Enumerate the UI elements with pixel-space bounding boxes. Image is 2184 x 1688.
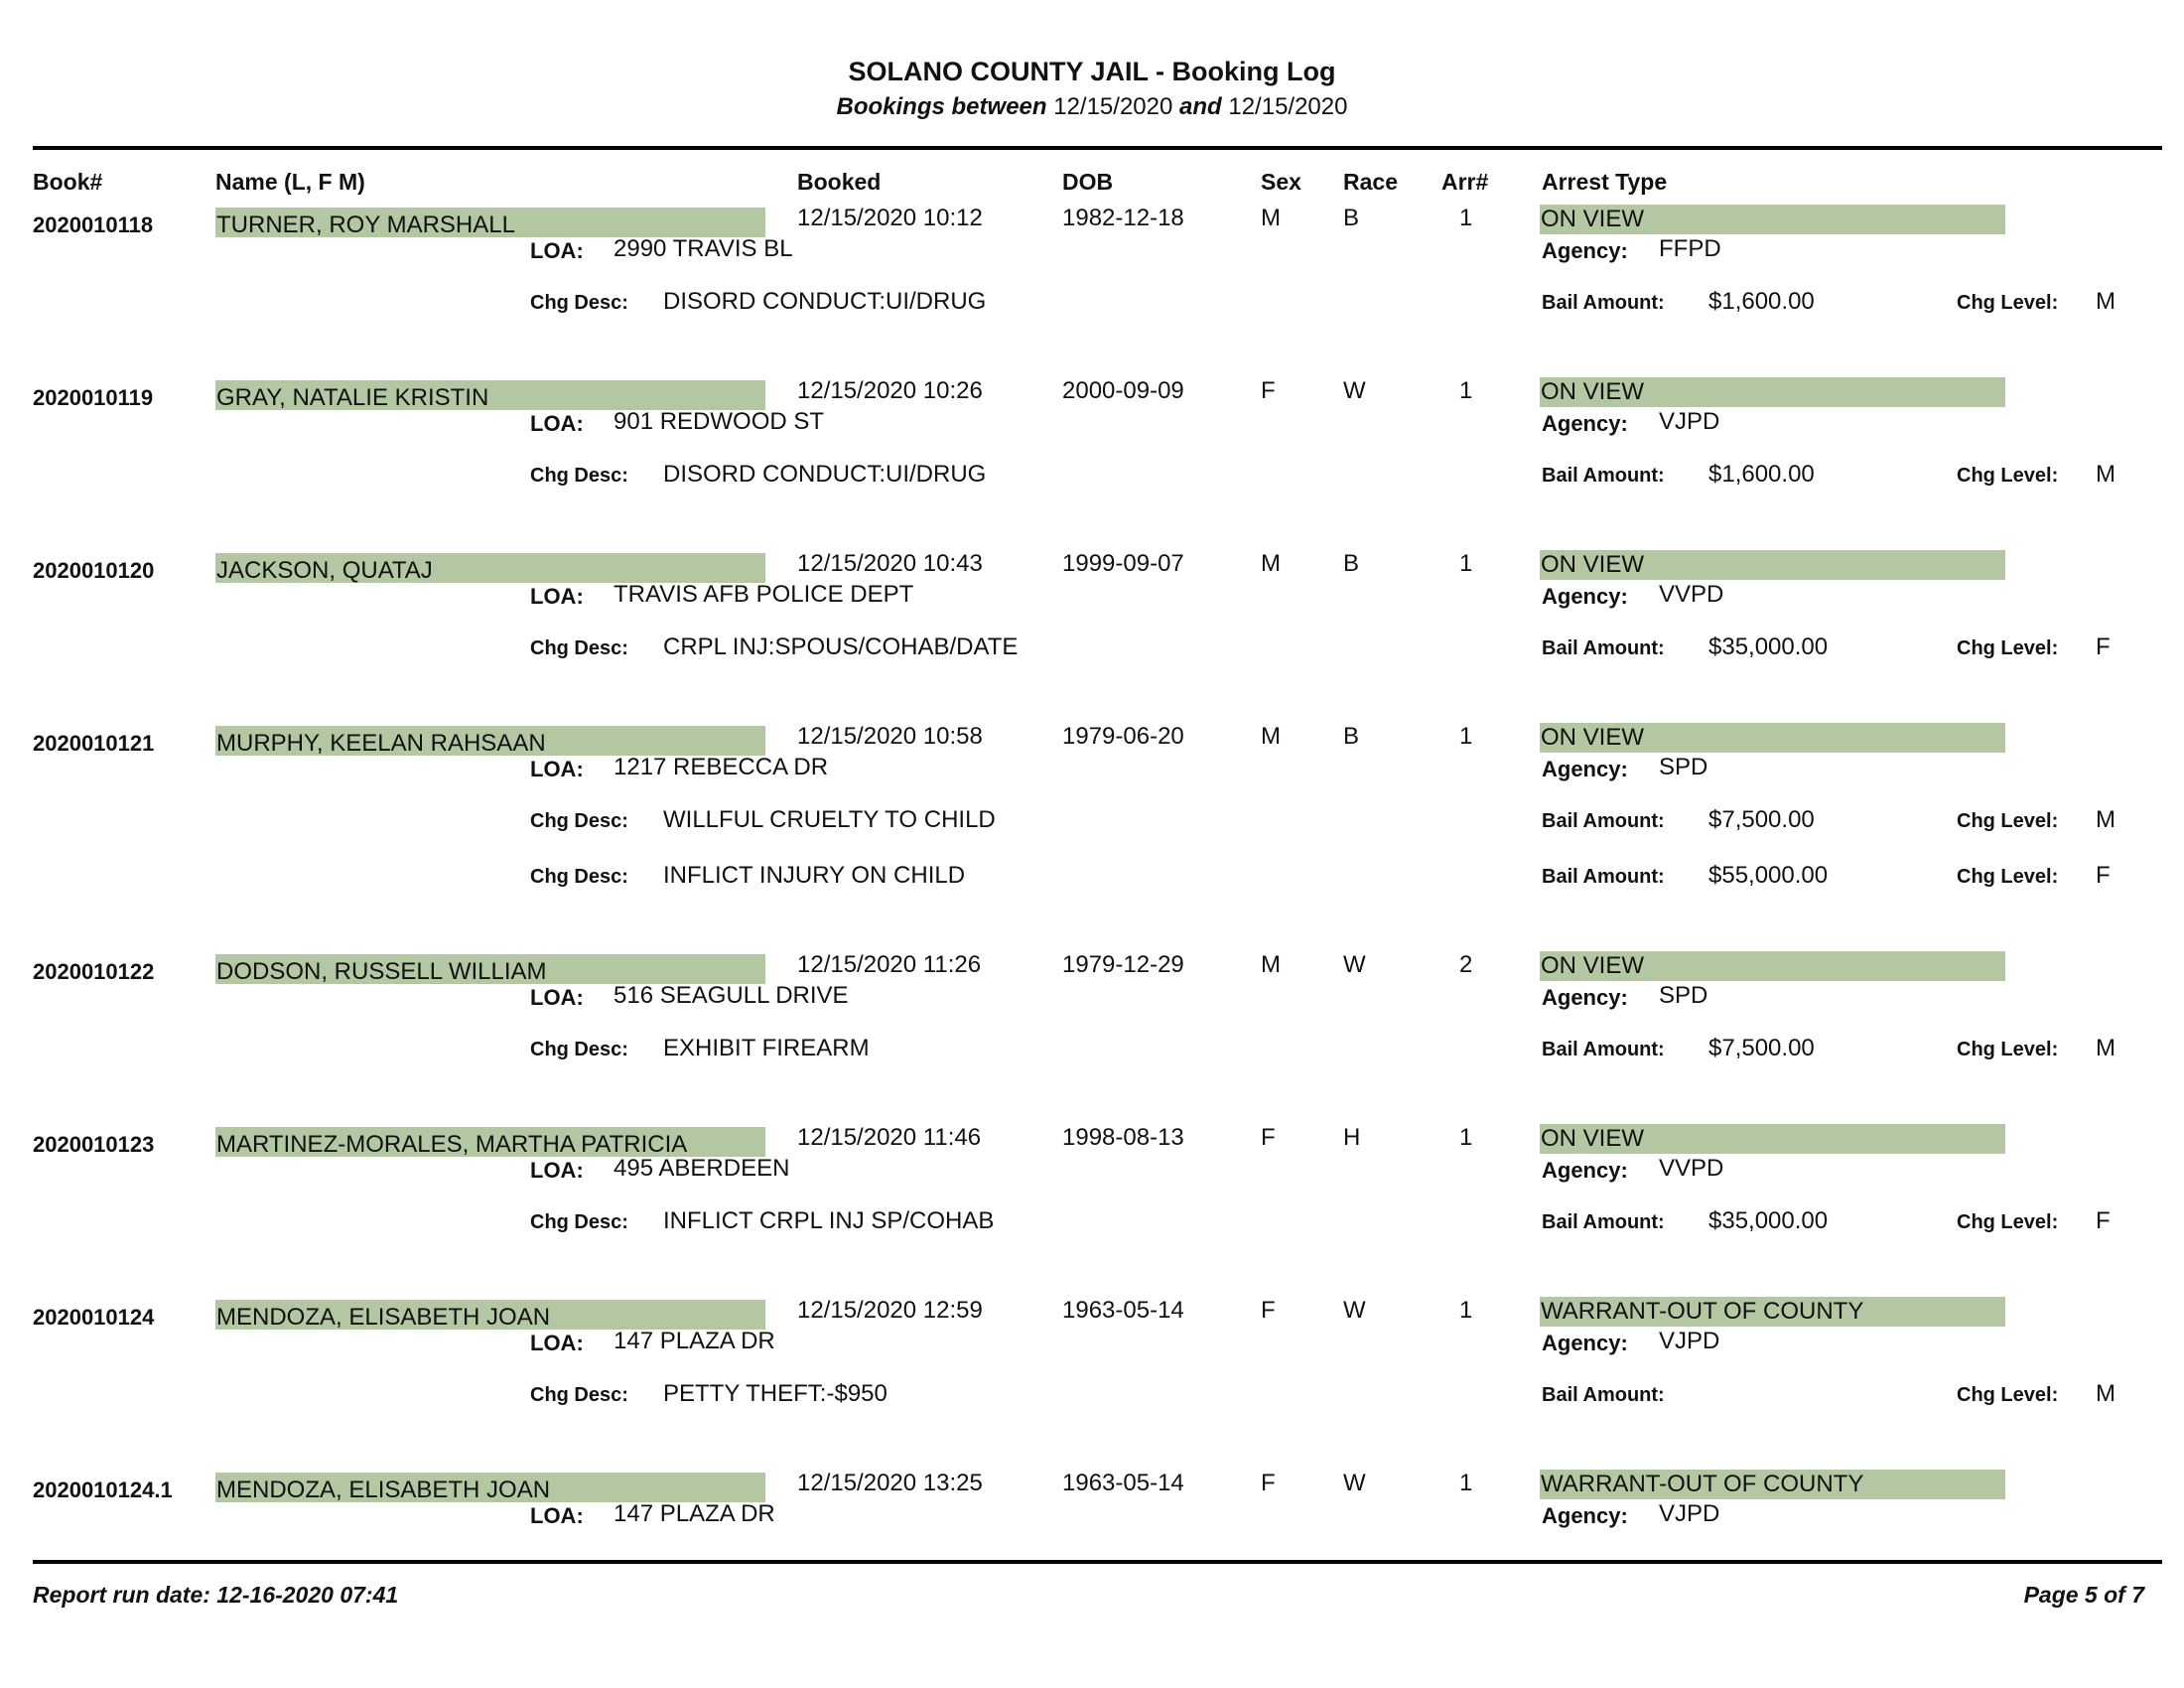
arrest-type: ON VIEW [1540,205,2005,234]
arrest-type: WARRANT-OUT OF COUNTY [1540,1297,2005,1327]
chg-level-value: M [2096,461,2116,488]
chg-desc-label: Chg Desc: [530,810,628,832]
report-title: SOLANO COUNTY JAIL - Booking Log [848,57,1336,86]
chg-level-label: Chg Level: [1957,1039,2059,1060]
chg-level-value: F [2096,633,2111,660]
bail-amount-value: $35,000.00 [1708,1207,1829,1234]
booked-datetime: 12/15/2020 11:46 [797,1124,982,1151]
col-header-name: Name (L, F M) [215,169,365,195]
race: W [1343,1297,1366,1324]
bail-amount-label: Bail Amount: [1542,637,1665,659]
arrest-number: 1 [1459,550,1473,577]
loa-value: 147 PLAZA DR [614,1500,775,1527]
sex: M [1261,723,1281,750]
chg-level-label: Chg Level: [1957,810,2059,832]
book-number: 2020010122 [33,959,155,984]
col-header-book: Book# [33,169,103,195]
col-header-arrest-type: Arrest Type [1542,169,1668,195]
agency-value: VJPD [1659,1500,1720,1527]
col-header-arr: Arr# [1441,169,1489,195]
chg-desc-value: CRPL INJ:SPOUS/COHAB/DATE [663,633,1019,660]
chg-desc-label: Chg Desc: [530,465,628,487]
bail-amount-value: $1,600.00 [1708,461,1815,488]
chg-level-value: F [2096,1207,2111,1234]
arrest-number: 1 [1459,1124,1473,1151]
arrest-type: ON VIEW [1540,723,2005,753]
chg-level-value: F [2096,862,2111,889]
report-subtitle [0,93,2184,121]
sex: F [1261,1297,1276,1324]
chg-desc-value: DISORD CONDUCT:UI/DRUG [663,288,987,315]
chg-desc-label: Chg Desc: [530,292,628,314]
chg-level-value: M [2096,1380,2116,1407]
loa-value: 147 PLAZA DR [614,1328,775,1354]
chg-level-label: Chg Level: [1957,637,2059,659]
page-number: Page 5 of 7 [2023,1582,2144,1608]
agency-value: VJPD [1659,408,1720,435]
book-number: 2020010120 [33,558,155,583]
footer-rule [33,1560,2162,1564]
agency-value: SPD [1659,754,1708,780]
chg-level-value: M [2096,806,2116,833]
booked-datetime: 12/15/2020 10:58 [797,723,983,750]
race: H [1343,1124,1361,1151]
loa-value: TRAVIS AFB POLICE DEPT [614,581,914,608]
booking-record [0,361,2184,530]
loa-label: LOA: [530,985,584,1010]
bail-amount-value: $35,000.00 [1708,633,1829,660]
start-date: 12/15/2020 [1053,93,1173,120]
chg-desc-value: INFLICT INJURY ON CHILD [663,862,966,889]
loa-label: LOA: [530,584,584,609]
sex: F [1261,1124,1276,1151]
arrest-number: 1 [1459,1297,1473,1324]
booking-record [0,534,2184,703]
dob: 1998-08-13 [1062,1124,1184,1151]
arrest-number: 2 [1459,951,1473,978]
booked-datetime: 12/15/2020 10:12 [797,205,983,231]
inmate-name: MARTINEZ-MORALES, MARTHA PATRICIA [215,1127,765,1157]
chg-desc-label: Chg Desc: [530,866,628,888]
booking-record [0,1108,2184,1277]
book-number: 2020010123 [33,1132,155,1157]
loa-label: LOA: [530,411,584,436]
book-number: 2020010118 [33,212,154,237]
agency-value: FFPD [1659,235,1721,262]
agency-label: Agency: [1542,985,1628,1010]
booked-datetime: 12/15/2020 13:25 [797,1470,983,1496]
loa-label: LOA: [530,1331,584,1355]
arrest-number: 1 [1459,723,1473,750]
booked-datetime: 12/15/2020 11:26 [797,951,982,978]
chg-desc-value: EXHIBIT FIREARM [663,1035,870,1061]
chg-desc-value: DISORD CONDUCT:UI/DRUG [663,461,987,488]
inmate-name: MENDOZA, ELISABETH JOAN [215,1300,765,1330]
chg-desc-value: PETTY THEFT:-$950 [663,1380,887,1407]
chg-level-label: Chg Level: [1957,1384,2059,1406]
chg-desc-label: Chg Desc: [530,1211,628,1233]
col-header-booked: Booked [797,169,882,195]
booking-record [0,707,2184,889]
bail-amount-label: Bail Amount: [1542,866,1665,888]
inmate-name: MURPHY, KEELAN RAHSAAN [215,726,765,756]
dob: 1999-09-07 [1062,550,1184,577]
loa-label: LOA: [530,1503,584,1528]
sex: M [1261,205,1281,231]
dob: 2000-09-09 [1062,377,1184,404]
booking-record [0,1281,2184,1450]
bail-amount-value: $7,500.00 [1708,806,1815,833]
loa-label: LOA: [530,1158,584,1183]
race: W [1343,377,1366,404]
agency-label: Agency: [1542,757,1628,781]
chg-desc-label: Chg Desc: [530,637,628,659]
arrest-type: ON VIEW [1540,550,2005,580]
chg-level-label: Chg Level: [1957,465,2059,487]
agency-value: VVPD [1659,581,1724,608]
arrest-type: ON VIEW [1540,1124,2005,1154]
bail-amount-value: $55,000.00 [1708,862,1829,889]
loa-value: 1217 REBECCA DR [614,754,829,780]
arrest-number: 1 [1459,377,1473,404]
loa-value: 2990 TRAVIS BL [614,235,793,262]
agency-label: Agency: [1542,584,1628,609]
agency-value: VJPD [1659,1328,1720,1354]
race: B [1343,550,1360,577]
loa-value: 495 ABERDEEN [614,1155,790,1182]
book-number: 2020010124 [33,1305,155,1330]
book-number: 2020010124.1 [33,1477,173,1502]
bail-amount-label: Bail Amount: [1542,465,1665,487]
chg-desc-value: INFLICT CRPL INJ SP/COHAB [663,1207,995,1234]
agency-value: SPD [1659,982,1708,1009]
col-header-dob: DOB [1062,169,1114,195]
bail-amount-label: Bail Amount: [1542,1384,1665,1406]
inmate-name: MENDOZA, ELISABETH JOAN [215,1473,765,1502]
inmate-name: GRAY, NATALIE KRISTIN [215,380,765,410]
book-number: 2020010119 [33,385,154,410]
booked-datetime: 12/15/2020 10:43 [797,550,983,577]
chg-level-label: Chg Level: [1957,292,2059,314]
agency-value: VVPD [1659,1155,1724,1182]
booked-datetime: 12/15/2020 12:59 [797,1297,983,1324]
arrest-type: ON VIEW [1540,951,2005,981]
sex: F [1261,1470,1276,1496]
dob: 1982-12-18 [1062,205,1184,231]
bail-amount-value: $7,500.00 [1708,1035,1815,1061]
agency-label: Agency: [1542,1503,1628,1528]
chg-level-value: M [2096,288,2116,315]
arrest-type: WARRANT-OUT OF COUNTY [1540,1470,2005,1499]
bail-amount-label: Bail Amount: [1542,810,1665,832]
sex: M [1261,550,1281,577]
chg-desc-label: Chg Desc: [530,1039,628,1060]
bail-amount-label: Bail Amount: [1542,1211,1665,1233]
report-run-date: Report run date: 12-16-2020 07:41 [33,1582,399,1608]
bail-amount-label: Bail Amount: [1542,1039,1665,1060]
booking-record [0,935,2184,1104]
subtitle-and: and [1179,93,1222,120]
dob: 1963-05-14 [1062,1297,1184,1324]
chg-level-value: M [2096,1035,2116,1061]
inmate-name: TURNER, ROY MARSHALL [215,208,765,237]
agency-label: Agency: [1542,1331,1628,1355]
chg-desc-value: WILLFUL CRUELTY TO CHILD [663,806,996,833]
arrest-type: ON VIEW [1540,377,2005,407]
booked-datetime: 12/15/2020 10:26 [797,377,983,404]
col-header-race: Race [1343,169,1398,195]
race: B [1343,723,1360,750]
loa-value: 901 REDWOOD ST [614,408,825,435]
loa-label: LOA: [530,238,584,263]
end-date: 12/15/2020 [1228,93,1348,120]
bail-amount-value: $1,600.00 [1708,288,1815,315]
race: W [1343,951,1366,978]
agency-label: Agency: [1542,411,1628,436]
race: W [1343,1470,1366,1496]
agency-label: Agency: [1542,238,1628,263]
race: B [1343,205,1360,231]
chg-level-label: Chg Level: [1957,866,2059,888]
arrest-number: 1 [1459,1470,1473,1496]
dob: 1979-06-20 [1062,723,1184,750]
sex: F [1261,377,1276,404]
booking-record [0,189,2184,357]
loa-value: 516 SEAGULL DRIVE [614,982,849,1009]
bail-amount-label: Bail Amount: [1542,292,1665,314]
chg-level-label: Chg Level: [1957,1211,2059,1233]
header-rule [33,146,2162,150]
dob: 1979-12-29 [1062,951,1184,978]
sex: M [1261,951,1281,978]
arrest-number: 1 [1459,205,1473,231]
inmate-name: DODSON, RUSSELL WILLIAM [215,954,765,984]
subtitle-prefix: Bookings between [836,93,1047,120]
loa-label: LOA: [530,757,584,781]
book-number: 2020010121 [33,731,155,756]
agency-label: Agency: [1542,1158,1628,1183]
chg-desc-label: Chg Desc: [530,1384,628,1406]
col-header-sex: Sex [1261,169,1301,195]
dob: 1963-05-14 [1062,1470,1184,1496]
inmate-name: JACKSON, QUATAJ [215,553,765,583]
